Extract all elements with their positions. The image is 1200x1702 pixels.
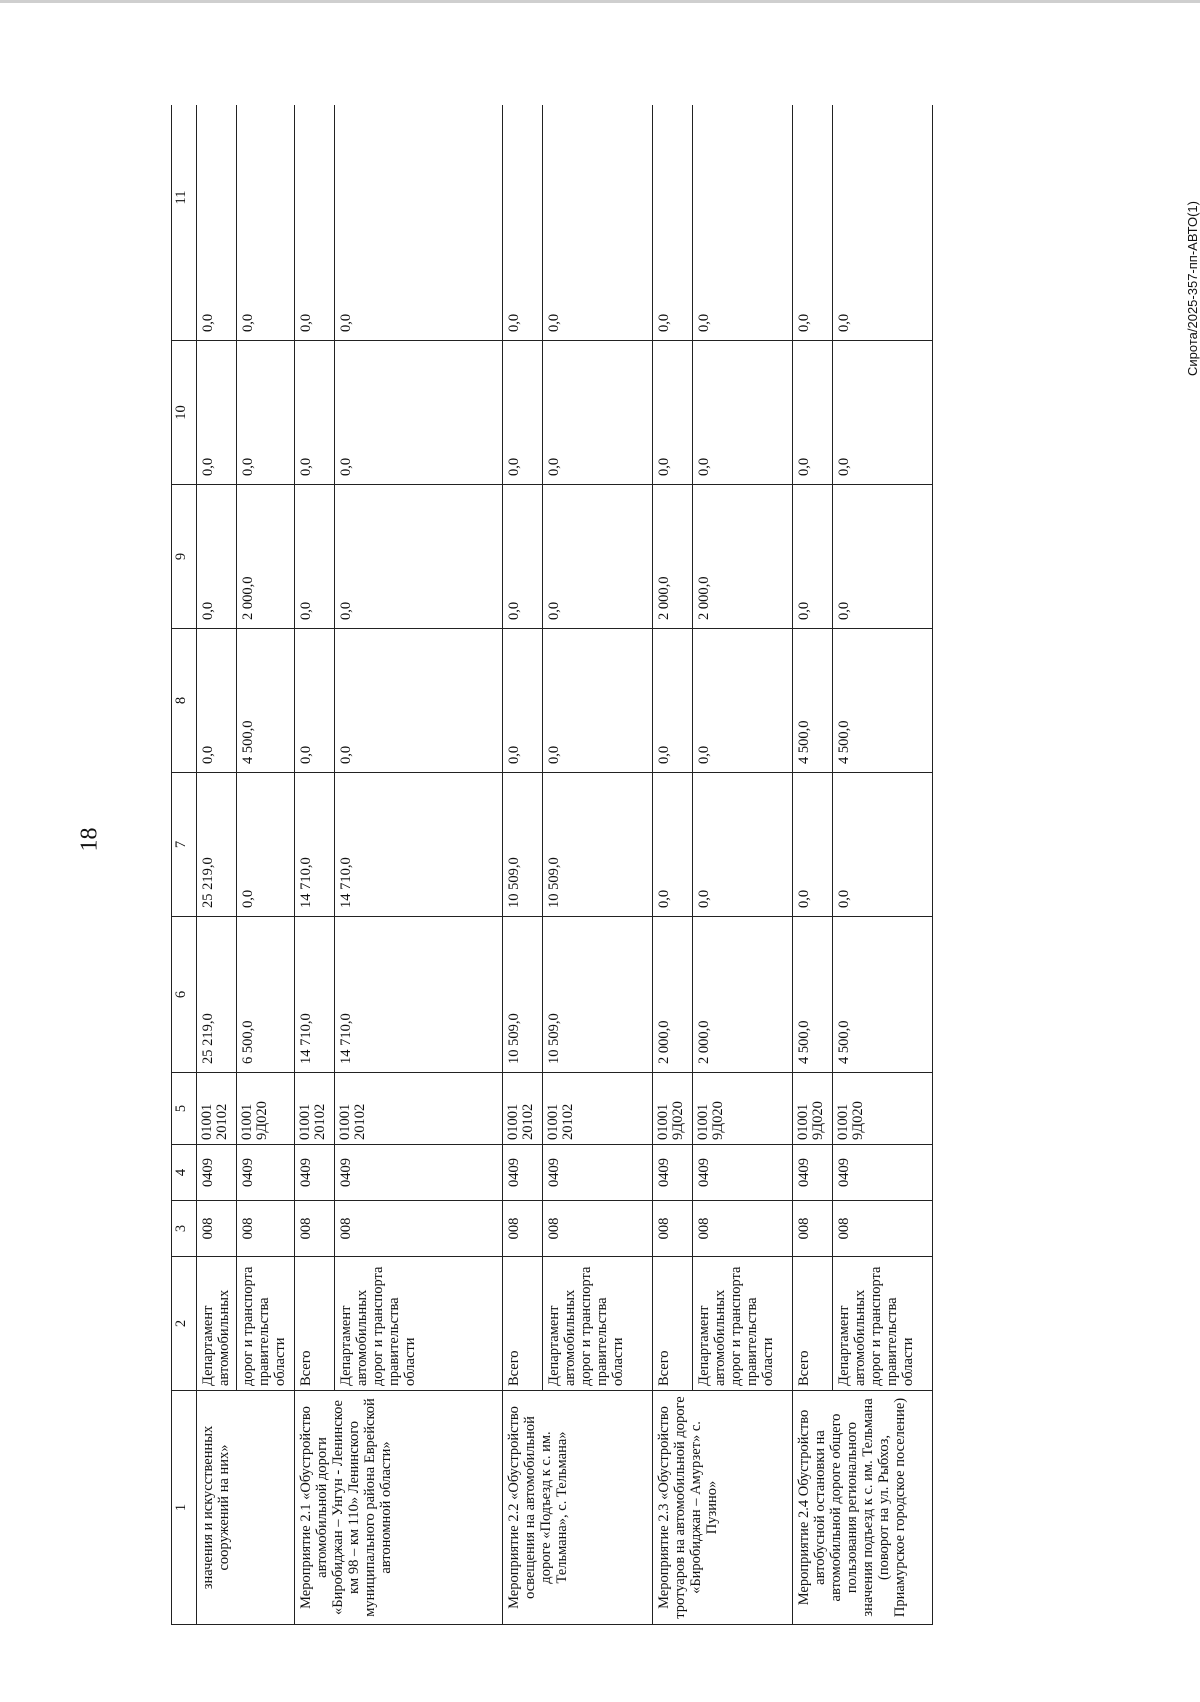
cell-c7: 25 219,0	[197, 773, 237, 917]
cell-c6: 10 509,0	[503, 917, 543, 1073]
executor-cell: Департамент автомобильных дорог и транспорта правительства области	[543, 1257, 653, 1391]
cell-c10: 0,0	[793, 341, 833, 485]
cell-c7: 14 710,0	[295, 773, 335, 917]
cell-c7: 0,0	[693, 773, 793, 917]
cell-c6: 2 000,0	[653, 917, 693, 1073]
cell-c3: 008	[197, 1201, 237, 1257]
measure-name-cell: Мероприятие 2.4 Обустройство автобусной остановки на автомобильной дороге общего пользования регионального значения подъезд к с. им. Тельмана (поворот на ул. Рыбхоз, Приамурское городское поселение)	[793, 1391, 933, 1625]
rotated-table-container	[171, 105, 1073, 1625]
cell-c8: 0,0	[197, 629, 237, 773]
cell-c9: 0,0	[197, 485, 237, 629]
col-header-11: 11	[172, 105, 197, 341]
executor-cell: Департамент автомобильных дорог и транспорта правительства области	[833, 1257, 933, 1391]
cell-c4: 0409	[693, 1145, 793, 1201]
cell-c6: 6 500,0	[237, 917, 295, 1073]
cell-c8: 4 500,0	[833, 629, 933, 773]
cell-c10: 0,0	[295, 341, 335, 485]
cell-c11: 0,0	[197, 105, 237, 341]
cell-c8: 0,0	[335, 629, 503, 773]
cell-c5: 01001 20102	[543, 1073, 653, 1145]
col-header-6: 6	[172, 917, 197, 1073]
executor-cell: Департамент автомобильных	[197, 1257, 237, 1391]
cell-c8: 0,0	[503, 629, 543, 773]
cell-c3: 008	[295, 1201, 335, 1257]
measure-name-cell: значения и искусственных сооружений на них»	[197, 1391, 295, 1625]
col-header-2: 2	[172, 1257, 197, 1391]
cell-c10: 0,0	[197, 341, 237, 485]
cell-c10: 0,0	[503, 341, 543, 485]
cell-c6: 14 710,0	[335, 917, 503, 1073]
rotated-table-sheet	[171, 105, 1073, 1625]
executor-cell: Всего	[295, 1257, 335, 1391]
col-header-10: 10	[172, 341, 197, 485]
cell-c5: 01001 9Д020	[793, 1073, 833, 1145]
cell-c10: 0,0	[237, 341, 295, 485]
executor-cell: Всего	[653, 1257, 693, 1391]
cell-c7: 0,0	[653, 773, 693, 917]
cell-c4: 0409	[335, 1145, 503, 1201]
table-row	[503, 105, 543, 1625]
col-header-8: 8	[172, 629, 197, 773]
cell-c7: 0,0	[833, 773, 933, 917]
cell-c7: 14 710,0	[335, 773, 503, 917]
executor-cell: Всего	[793, 1257, 833, 1391]
cell-c10: 0,0	[693, 341, 793, 485]
col-header-4: 4	[172, 1145, 197, 1201]
cell-c9: 0,0	[543, 485, 653, 629]
cell-c8: 0,0	[543, 629, 653, 773]
cell-c11: 0,0	[503, 105, 543, 341]
cell-c9: 0,0	[503, 485, 543, 629]
cell-c6: 2 000,0	[693, 917, 793, 1073]
cell-c11: 0,0	[793, 105, 833, 341]
cell-c9: 2 000,0	[653, 485, 693, 629]
cell-c9: 2 000,0	[237, 485, 295, 629]
cell-c4: 0409	[833, 1145, 933, 1201]
cell-c9: 0,0	[793, 485, 833, 629]
col-header-3: 3	[172, 1201, 197, 1257]
cell-c5: 01001 20102	[295, 1073, 335, 1145]
cell-c4: 0409	[503, 1145, 543, 1201]
cell-c4: 0409	[653, 1145, 693, 1201]
scan-edge	[0, 0, 1200, 3]
cell-c11: 0,0	[653, 105, 693, 341]
measure-name-cell: Мероприятие 2.2 «Обустройство освещения на автомобильной дороге «Подъезд к с. им. Тельмана», с. Тельмана»	[503, 1391, 653, 1625]
cell-c8: 0,0	[653, 629, 693, 773]
cell-c4: 0409	[793, 1145, 833, 1201]
cell-c3: 008	[237, 1201, 295, 1257]
cell-c8: 0,0	[295, 629, 335, 773]
cell-c6: 4 500,0	[793, 917, 833, 1073]
cell-c6: 14 710,0	[295, 917, 335, 1073]
col-header-1: 1	[172, 1391, 197, 1625]
cell-c5: 01001 20102	[197, 1073, 237, 1145]
cell-c6: 10 509,0	[543, 917, 653, 1073]
cell-c5: 01001 9Д020	[833, 1073, 933, 1145]
cell-c3: 008	[833, 1201, 933, 1257]
cell-c7: 10 509,0	[503, 773, 543, 917]
cell-c3: 008	[543, 1201, 653, 1257]
cell-c4: 0409	[197, 1145, 237, 1201]
cell-c4: 0409	[543, 1145, 653, 1201]
cell-c9: 2 000,0	[693, 485, 793, 629]
cell-c6: 4 500,0	[833, 917, 933, 1073]
cell-c8: 4 500,0	[793, 629, 833, 773]
cell-c3: 008	[653, 1201, 693, 1257]
col-header-5: 5	[172, 1073, 197, 1145]
cell-c8: 0,0	[693, 629, 793, 773]
table-row	[653, 105, 693, 1625]
cell-c5: 01001 9Д020	[237, 1073, 295, 1145]
executor-cell: Департамент автомобильных дорог и транспорта правительства области	[693, 1257, 793, 1391]
executor-cell: Департамент автомобильных дорог и транспорта правительства области	[335, 1257, 503, 1391]
cell-c10: 0,0	[335, 341, 503, 485]
cell-c5: 01001 9Д020	[653, 1073, 693, 1145]
col-header-7: 7	[172, 773, 197, 917]
cell-c11: 0,0	[693, 105, 793, 341]
header-row	[172, 105, 197, 1625]
cell-c11: 0,0	[543, 105, 653, 341]
table-row	[295, 105, 335, 1625]
cell-c3: 008	[693, 1201, 793, 1257]
cell-c8: 4 500,0	[237, 629, 295, 773]
cell-c9: 0,0	[295, 485, 335, 629]
cell-c4: 0409	[237, 1145, 295, 1201]
cell-c9: 0,0	[833, 485, 933, 629]
cell-c11: 0,0	[237, 105, 295, 341]
table-row	[793, 105, 833, 1625]
cell-c4: 0409	[295, 1145, 335, 1201]
measure-name-cell: Мероприятие 2.3 «Обустройство тротуаров на автомобильной дороге «Биробиджан – Амурзет» с. Пузино»	[653, 1391, 793, 1625]
cell-c3: 008	[793, 1201, 833, 1257]
cell-c7: 0,0	[237, 773, 295, 917]
document-code-text: Сирота/2025-357-пп-АВТО(1)	[1184, 201, 1200, 376]
cell-c6: 25 219,0	[197, 917, 237, 1073]
cell-c11: 0,0	[295, 105, 335, 341]
col-header-9: 9	[172, 485, 197, 629]
cell-c5: 01001 9Д020	[693, 1073, 793, 1145]
cell-c10: 0,0	[653, 341, 693, 485]
cell-c3: 008	[503, 1201, 543, 1257]
cell-c9: 0,0	[335, 485, 503, 629]
cell-c10: 0,0	[833, 341, 933, 485]
budget-table	[171, 105, 933, 1625]
cell-c3: 008	[335, 1201, 503, 1257]
cell-c11: 0,0	[833, 105, 933, 341]
cell-c7: 10 509,0	[543, 773, 653, 917]
cell-c5: 01001 20102	[335, 1073, 503, 1145]
cell-c10: 0,0	[543, 341, 653, 485]
executor-cell: дорог и транспорта правительства области	[237, 1257, 295, 1391]
document-code	[1105, 201, 1200, 376]
cell-c11: 0,0	[335, 105, 503, 341]
cell-c5: 01001 20102	[503, 1073, 543, 1145]
page-number: 18	[76, 827, 103, 852]
cell-c7: 0,0	[793, 773, 833, 917]
measure-name-cell: Мероприятие 2.1 «Обустройство автомобильной дороги «Биробиджан – Унгун - Ленинское км 98 – км 110» Ленинского муниципального района Еврейской автономной области»	[295, 1391, 503, 1625]
table-row	[197, 105, 237, 1625]
executor-cell: Всего	[503, 1257, 543, 1391]
